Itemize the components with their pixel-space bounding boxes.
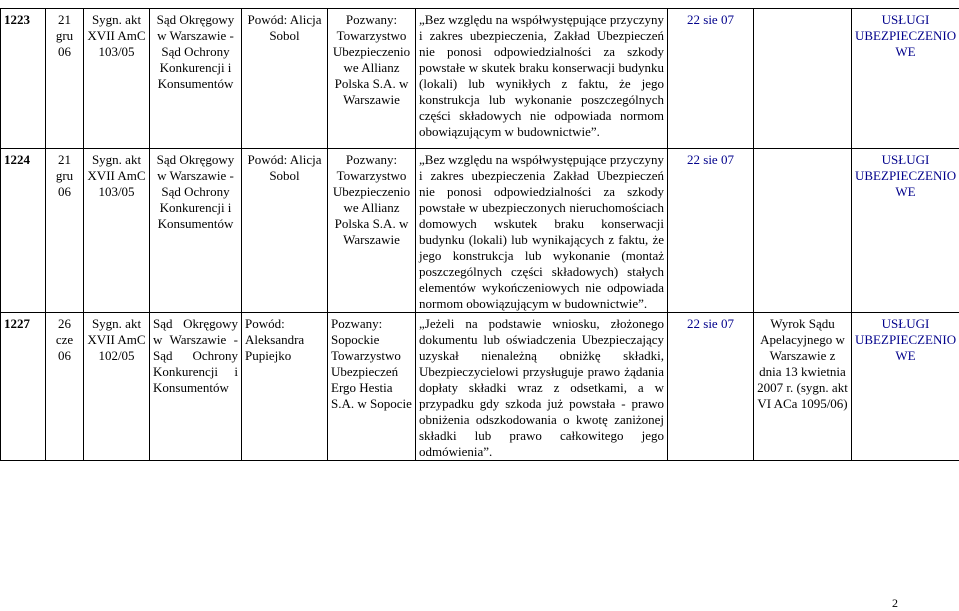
entry-number: 1227 <box>1 313 46 461</box>
plaintiff: Powód: Alicja Sobol <box>242 149 328 313</box>
table-row <box>1 149 959 313</box>
judgment-date: 21 gru 06 <box>46 9 84 149</box>
clause-text: „Bez względu na współwystępujące przyczyny i zakres ubezpieczenia Zakład Ubezpieczeń nie ponosi odpowiedzialności za szkody powstałe w ubezpieczonych nieruchomościach domowych wskutek braku konserwacji budynku (lokali) lub wynikających z faktu, że jego konstrukcja lub wykonanie (montaż poszczególnych części składowych) stałych elementów wykończeniowych nie odpowiada normom obowiązującym w budownictwie”. <box>416 149 668 313</box>
table-row <box>1 313 959 461</box>
judgment-date: 26 cze 06 <box>46 313 84 461</box>
defendant: Pozwany: Towarzystwo Ubezpieczenio we Allianz Polska S.A. w Warszawie <box>328 149 416 313</box>
register-table <box>0 8 959 461</box>
court-name: Sąd Okręgowy w Warszawie - Sąd Ochrony Konkurencji i Konsumentów <box>150 313 242 461</box>
page-number: 2 <box>892 596 898 611</box>
clause-text: „Jeżeli na podstawie wniosku, złożonego dokumentu lub oświadczenia Ubezpieczający uzyskał nienależną obniżkę składki, Ubezpieczycielowi przysługuje prawo żądania dopłaty składki wraz z odsetkami, a w przypadku gdy szkoda już powstała - prawo obniżenia odszkodowania o kwotę zaniżonej składki lub prawo całkowitego jego odmówienia”. <box>416 313 668 461</box>
entry-date: 22 sie 07 <box>668 313 754 461</box>
entry-number: 1223 <box>1 9 46 149</box>
remarks <box>754 9 852 149</box>
sector: USŁUGI UBEZPIECZENIO WE <box>852 149 959 313</box>
court-name: Sąd Okręgowy w Warszawie - Sąd Ochrony Konkurencji i Konsumentów <box>150 9 242 149</box>
remarks <box>754 149 852 313</box>
sector: USŁUGI UBEZPIECZENIO WE <box>852 313 959 461</box>
defendant: Pozwany: Sopockie Towarzystwo Ubezpieczeń Ergo Hestia S.A. w Sopocie <box>328 313 416 461</box>
defendant: Pozwany: Towarzystwo Ubezpieczenio we Allianz Polska S.A. w Warszawie <box>328 9 416 149</box>
entry-date: 22 sie 07 <box>668 9 754 149</box>
judgment-date: 21 gru 06 <box>46 149 84 313</box>
remarks: Wyrok Sądu Apelacyjnego w Warszawie z dnia 13 kwietnia 2007 r. (sygn. akt VI ACa 1095/06) <box>754 313 852 461</box>
plaintiff: Powód: Aleksandra Pupiejko <box>242 313 328 461</box>
court-name: Sąd Okręgowy w Warszawie - Sąd Ochrony Konkurencji i Konsumentów <box>150 149 242 313</box>
case-signature: Sygn. akt XVII AmC 103/05 <box>84 9 150 149</box>
entry-date: 22 sie 07 <box>668 149 754 313</box>
sector: USŁUGI UBEZPIECZENIO WE <box>852 9 959 149</box>
entry-number: 1224 <box>1 149 46 313</box>
clause-text: „Bez względu na współwystępujące przyczyny i zakres ubezpieczenia, Zakład Ubezpieczeń nie ponosi odpowiedzialności za szkody powstałe w skutek braku konserwacji budynku (lokali) lub wynikłych z faktu, że jego konstrukcja lub wykonanie poszczególnych części składowych nie odpowiada normom obowiązującym w budownictwie”. <box>416 9 668 149</box>
plaintiff: Powód: Alicja Sobol <box>242 9 328 149</box>
table-row <box>1 9 959 149</box>
case-signature: Sygn. akt XVII AmC 103/05 <box>84 149 150 313</box>
case-signature: Sygn. akt XVII AmC 102/05 <box>84 313 150 461</box>
